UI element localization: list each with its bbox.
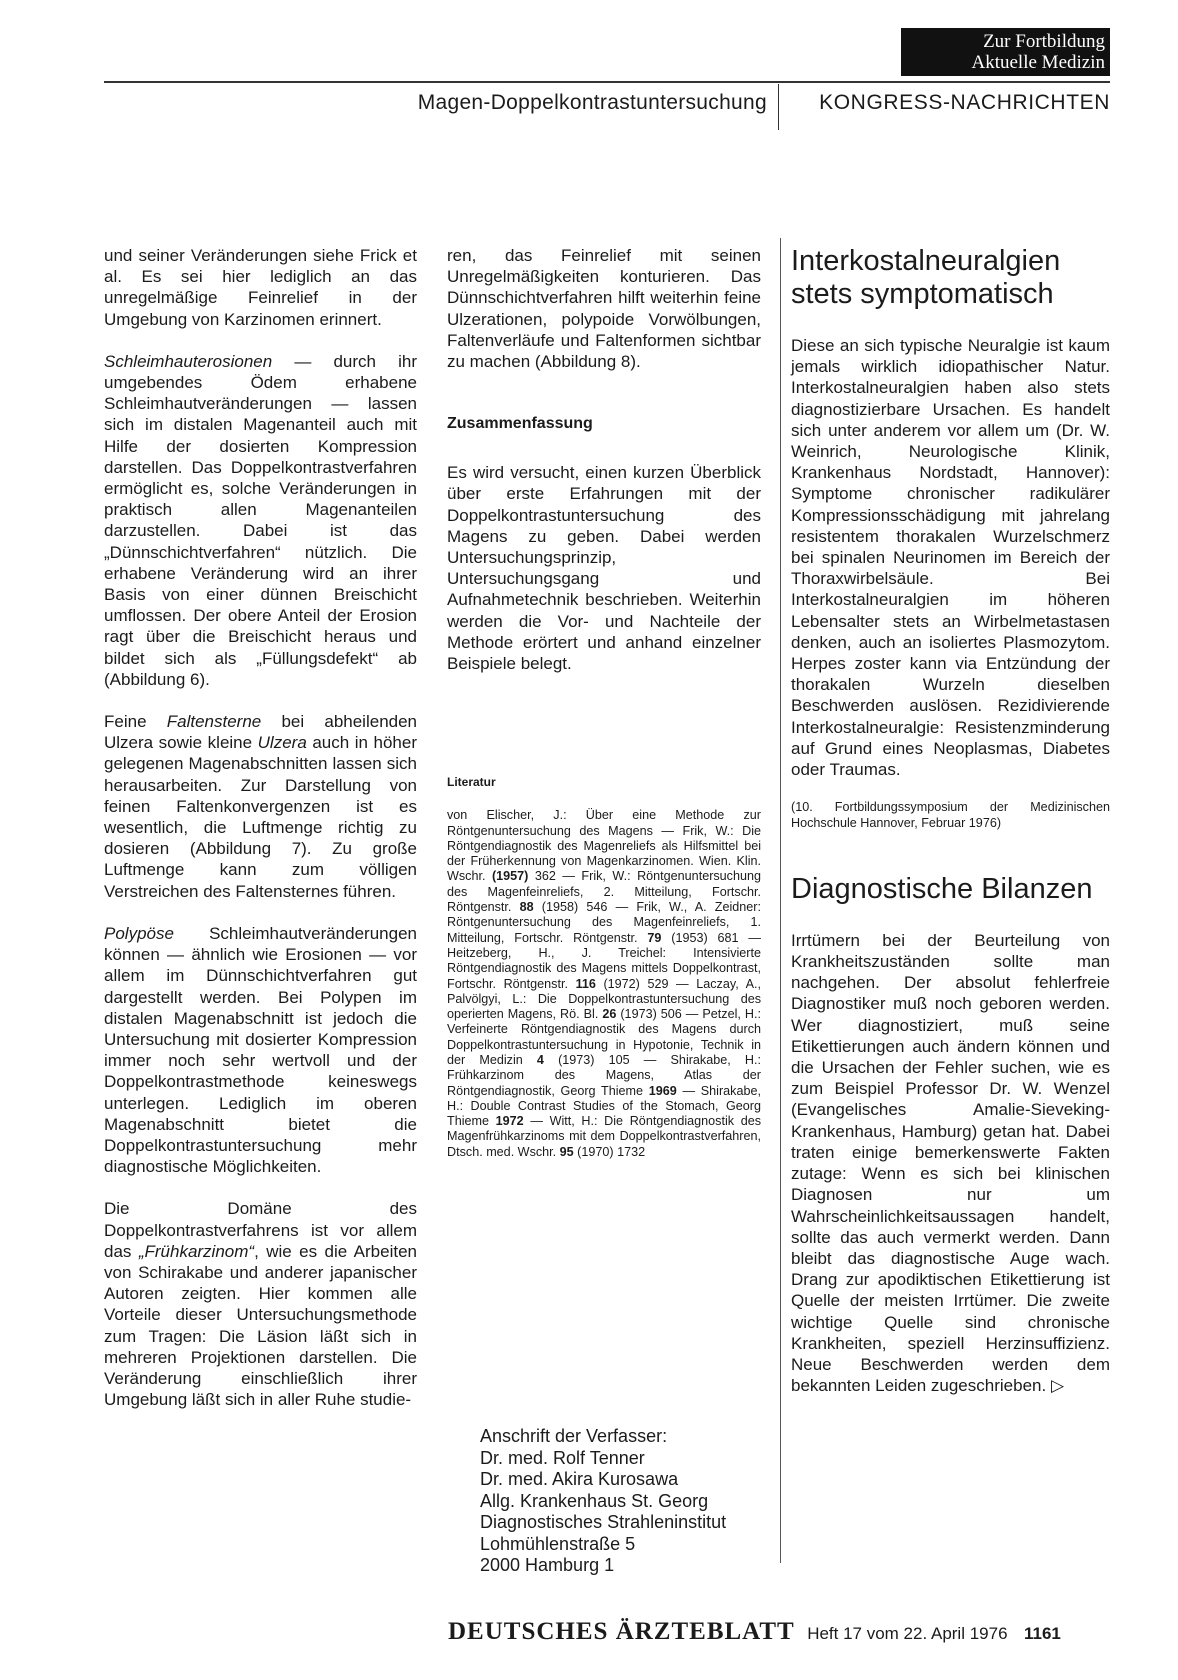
- address-line: Dr. med. Akira Kurosawa: [480, 1469, 679, 1489]
- section-badge: [901, 28, 1110, 76]
- address-line: 2000 Hamburg 1: [480, 1555, 615, 1575]
- article-text: Diese an sich typische Neuralgie ist kaum jemals wirklich idiopathischer Natur. Interkostalneuralgien haben also stets diagnostizierbare Ursachen. Es handelt sich unter anderem vor allem um (Dr. W. Weinrich, Neurologische Klinik, Krankenhaus Nordstadt, Hannover): Symptome chronischer radikulärer Kompressionsschädigung mit jahrelang resistentem thorakalen Wurzelschmerz bei spinalen Neurinomen im Bereich der Thoraxwirbelsäule. Bei Interkostalneuralgien im höheren Lebensalter stets an Wirbelmetastasen denken, auch an isoliertes Plasmozytom. Herpes zoster kann via Entzündung der thorakalen Wurzeln dieselben Beschwerden auslösen. Rezidivierende Interkostalneuralgie: Resistenzminderung auf Grund eines Neoplasmas, Diabetes oder Traumas.: [791, 336, 1110, 780]
- badge-line-2: Aktuelle Medizin: [971, 52, 1105, 73]
- paragraph: Die Domäne des Doppelkontrastverfahrens ist vor allem das „Frühkarzinom“, wie es die Arbeiten von Schirakabe und anderer japanischer Autoren zeigten. Hier kommen alle Vorteile dieser Untersuchungsmethode zum Tragen: Die Läsion läßt sich in mehreren Projektionen darstellen. Die Veränderung einschließlich ihrer Umgebung läßt sich in aller Ruhe studie-: [104, 1199, 417, 1410]
- summary-text: Es wird versucht, einen kurzen Überblick über erste Erfahrungen mit der Doppelkontrastuntersuchung des Magens zu geben. Dabei werden Untersuchungsprinzip, Untersuchungsgang und Aufnahmetechnik beschrieben. Weiterhin werden die Vor- und Nachteile der Methode erörtert und anhand einzelner Beispiele belegt.: [447, 463, 761, 674]
- references-heading: Literatur: [447, 775, 496, 790]
- header-rule: [104, 81, 1110, 83]
- running-head-right: KONGRESS-NACHRICHTEN: [819, 91, 1110, 114]
- emphasis: Faltensterne: [166, 712, 262, 732]
- address-label: Anschrift der Verfasser:: [480, 1426, 668, 1446]
- column-divider: [780, 238, 781, 1563]
- address-line: Dr. med. Rolf Tenner: [480, 1447, 645, 1468]
- header-divider: [778, 84, 779, 130]
- address-line: Lohmühlenstraße 5: [480, 1533, 636, 1554]
- running-head-left: Magen-Doppelkontrastuntersuchung: [417, 91, 767, 114]
- paragraph: Schleimhauterosionen — durch ihr umgebendes Ödem erhabene Schleimhautveränderungen — lassen sich im distalen Magenanteil auch mit Hilfe der dosierten Kompression darstellen. Das Doppelkontrastverfahren ermöglicht es, solche Veränderungen in praktisch allen Magenanteilen darzustellen. Dabei ist das „Dünnschichtverfahren“ nützlich. Die erhabene Veränderung wird an ihrer Basis von einer dünnen Breischicht umflossen. Der obere Anteil der Erosion ragt über die Breischicht heraus und bildet sich als „Füllungsdefekt“ ab (Abbildung 6).: [104, 351, 417, 689]
- emphasis: Schleimhauterosionen: [104, 351, 273, 371]
- author-address: [480, 1426, 770, 1577]
- article-heading: Diagnostische Bilanzen: [791, 872, 1093, 905]
- article-heading: Interkostalneuralgien stets symptomatisch: [791, 245, 1061, 310]
- source-note: (10. Fortbildungssymposium der Medizinischen Hochschule Hannover, Februar 1976): [791, 800, 1110, 830]
- paragraph: ren, das Feinrelief mit seinen Unregelmäßigkeiten konturieren. Das Dünnschichtverfahren hilft weiterhin feine Ulzerationen, polypoide Vorwölbungen, Faltenverläufe und Faltenformen sichtbar zu machen (Abbildung 8).: [447, 246, 761, 372]
- page-footer: [448, 1618, 1110, 1646]
- emphasis: Ulzera: [257, 733, 307, 753]
- article-text: Irrtümern bei der Beurteilung von Krankheitszuständen sollte man nachgehen. Der absolut fehlerfreie Diagnostiker muß noch geboren werden. Wer diagnostiziert, muß seine Etikettierungen auch ändern können und die Ursachen der Fehler suchen, wie es zum Beispiel Professor Dr. W. Wenzel (Evangelisches Amalie-Sieveking-Krankenhaus, Hamburg) getan hat. Dabei traten einige bemerkenswerte Fakten zutage: Wenn es sich bei klinischen Diagnosen nur um Wahrscheinlichkeitsaussagen handelt, sollte das auch vermerkt werden. Dann bleibt das diagnostische Auge wach. Drang zur apodiktischen Etikettierung ist Quelle der meisten Irrtümer. Die zweite wichtige Quelle sind chronische Krankheiten, speziell Herzinsuffizienz. Neue Beschwerden werden dem bekannten Leiden zugeschrieben. ▷: [791, 930, 1110, 1396]
- references-text: von Elischer, J.: Über eine Methode zur Röntgenuntersuchung des Magens — Frik, W.: Die Röntgendiagnostik des Magenreliefs als Hilfsmittel bei der Früherkennung von Magenkarzinomen. Wien. Klin. Wschr. (1957) 362 — Frik, W.: Röntgenuntersuchung des Magenfeinreliefs, 2. Mitteilung, Fortschr. Röntgenstr. 88 (1958) 546 — Frik, W., A. Zeidner: Röntgenuntersuchung des Magenfeinreliefs, 1. Mitteilung, Fortschr. Röntgenstr. 79 (1953) 681 — Heitzeberg, H., J. Treichel: Intensivierte Röntgendiagnostik des Magens mittels Doppelkontrast, Fortschr. Röntgenstr. 116 (1972) 529 — Laczay, A., Palvölgyi, L.: Die Doppelkontrastuntersuchung des operierten Magens, Rö. Bl. 26 (1973) 506 — Petzel, H.: Verfeinerte Röntgendiagnostik des Magens durch Doppelkontrastuntersuchung in Hypotonie, Technik in der Medizin 4 (1973) 105 — Shirakabe, H.: Frühkarzinom des Magens, Atlas der Röntgendiagnostik, Georg Thieme 1969 — Shirakabe, H.: Double Contrast Studies of the Stomach, Georg Thieme 1972 — Witt, H.: Die Röntgendiagnostik des Magenfrühkarzinoms mit dem Doppelkontrastverfahren, Dtsch. med. Wschr. 95 (1970) 1732: [447, 808, 761, 1159]
- address-line: Allg. Krankenhaus St. Georg: [480, 1490, 709, 1511]
- address-line: Diagnostisches Strahleninstitut: [480, 1512, 727, 1532]
- badge-line-1: Zur Fortbildung: [983, 31, 1105, 52]
- summary-heading: Zusammenfassung: [447, 415, 593, 433]
- column-3: [791, 245, 1110, 1396]
- emphasis: „Frühkarzinom“: [138, 1241, 255, 1261]
- page-number: 1161: [1023, 1624, 1061, 1643]
- emphasis: Polypöse: [104, 923, 174, 943]
- column-2: [447, 245, 761, 1160]
- column-1: [104, 245, 417, 1410]
- issue-info: Heft 17 vom 22. April 1976: [807, 1624, 1008, 1643]
- paragraph: Feine Faltensterne bei abheilenden Ulzera sowie kleine Ulzera auch in höher gelegenen Magenabschnitten lassen sich herausarbeiten. Zur Darstellung von feinen Faltenkonvergenzen ist es wesentlich, die Luftmenge richtig zu dosieren (Abbildung 7). Zu große Luftmenge kann zum völligen Verstreichen des Faltensternes führen.: [104, 712, 418, 901]
- paragraph: und seiner Veränderungen siehe Frick et al. Es sei hier lediglich an das unregelmäßige Feinrelief in der Umgebung von Karzinomen erinnert.: [104, 246, 417, 329]
- continued-arrow-icon: ▷: [1050, 1376, 1065, 1396]
- journal-masthead: DEUTSCHES ÄRZTEBLATT: [448, 1618, 795, 1645]
- paragraph: Polypöse Schleimhautveränderungen können — ähnlich wie Erosionen — vor allem im Dünnschichtverfahren gut dargestellt werden. Bei Polypen im distalen Magenabschnitt ist jedoch die Untersuchung mit dosierter Kompression immer noch sehr wertvoll und der Doppelkontrastmethode keineswegs unterlegen. Lediglich im oberen Magenabschnitt bietet die Doppelkontrastuntersuchung mehr diagnostische Möglichkeiten.: [104, 923, 417, 1177]
